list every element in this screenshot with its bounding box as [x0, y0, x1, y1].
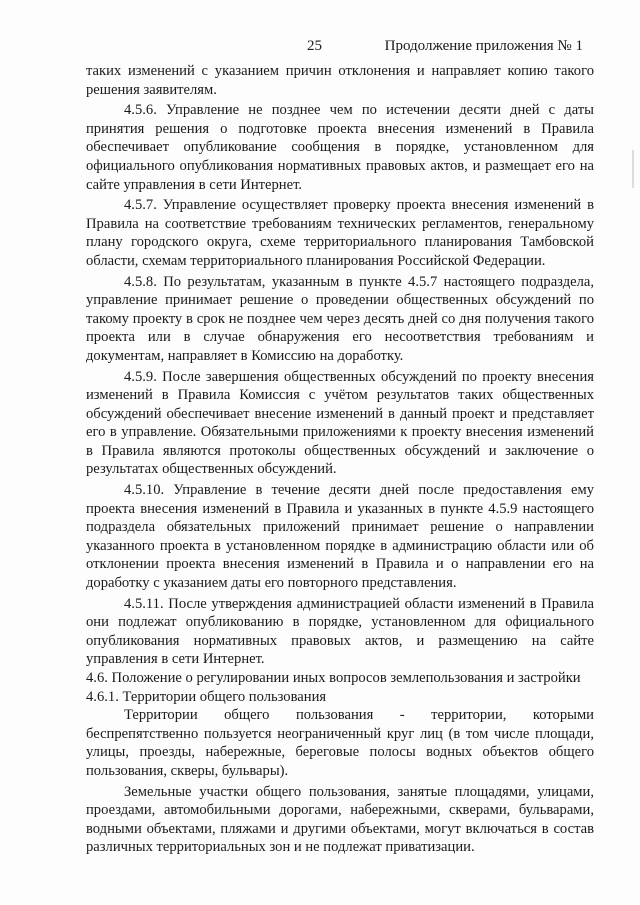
paragraph-public-land-plots: Земельные участки общего пользования, занятые площадями, улицами, проездами, автомобильными дорогами, набережными, скверами, бульварами, водными объектами, пляжами и другими объектами, могут включаться в состав различных территориальных зон и не подлежат приватизации. — [86, 783, 594, 856]
subsection-heading: 4.6.1. Территории общего пользования — [86, 688, 327, 705]
paragraph-continuation: таких изменений с указанием причин отклонения и направляет копию такого решения заявителям. — [86, 63, 594, 98]
page-header — [0, 38, 640, 58]
scan-margin-mark — [632, 150, 634, 188]
section-heading: 4.6. Положение о регулировании иных вопросов землепользования и застройки — [86, 670, 581, 686]
paragraph-4-5-6: 4.5.6. Управление не позднее чем по истечении десяти дней с даты принятия решения о подготовке проекта внесения изменений в Правила обеспечивает опубликование сообщения в порядке, установленном для официального опубликования нормативных правовых актов, и размещает его на сайте управления в сети Интернет. — [86, 102, 594, 193]
paragraph-4-5-9: 4.5.9. После завершения общественных обсуждений по проекту внесения изменений в Правила Комиссия с учётом результатов таких общественных обсуждений обеспечивает внесение изменений в данный проект и представляет его в управление. Обязательными приложениями к проекту внесения изменений в Правила являются протоколы общественных обсуждений и заключение о результатах общественных обсуждений. — [86, 368, 594, 478]
paragraph-4-5-11: 4.5.11. После утверждения администрацией области изменений в Правила они подлежат опубликованию в порядке, установленном для официального опубликования нормативных правовых актов, и размещению на сайте управления в сети Интернет. — [86, 595, 594, 668]
paragraph-4-5-8: 4.5.8. По результатам, указанным в пункте 4.5.7 настоящего подраздела, управление принимает решение о проведении общественных обсуждений по такому проекту в срок не позднее чем через десять дней со дня получения такого проекта или в случае обнаружения его несоответствия требованиям и документам, направляет в Комиссию на доработку. — [86, 273, 594, 364]
document-body — [86, 62, 594, 857]
paragraph-4-5-7: 4.5.7. Управление осуществляет проверку проекта внесения изменений в Правила на соответствие требованиям технических регламентов, генеральному плану городского округа, схеме территориального планирования Тамбовской области, схемам территориального планирования Российской Федерации. — [86, 197, 594, 269]
paragraph-4-5-10: 4.5.10. Управление в течение десяти дней после предоставления ему проекта внесения изменений в Правила и указанных в пункте 4.5.9 настоящего подраздела обязательных приложений принимает решение о направлении указанного проекта в установленном порядке в администрацию области или об отклонении проекта внесения изменений в Правила и о направлении его на доработку с указанием даты его повторного представления. — [86, 482, 594, 592]
page-number: 25 — [307, 38, 322, 54]
paragraph-public-territories: Территории общего пользования - территории, которыми беспрепятственно пользуется неограниченный круг лиц (в том числе площади, улицы, проезды, набережные, береговые полосы водных объектов общего пользования, скверы, бульвары). — [86, 707, 594, 779]
appendix-label: Продолжение приложения № 1 — [384, 38, 583, 54]
